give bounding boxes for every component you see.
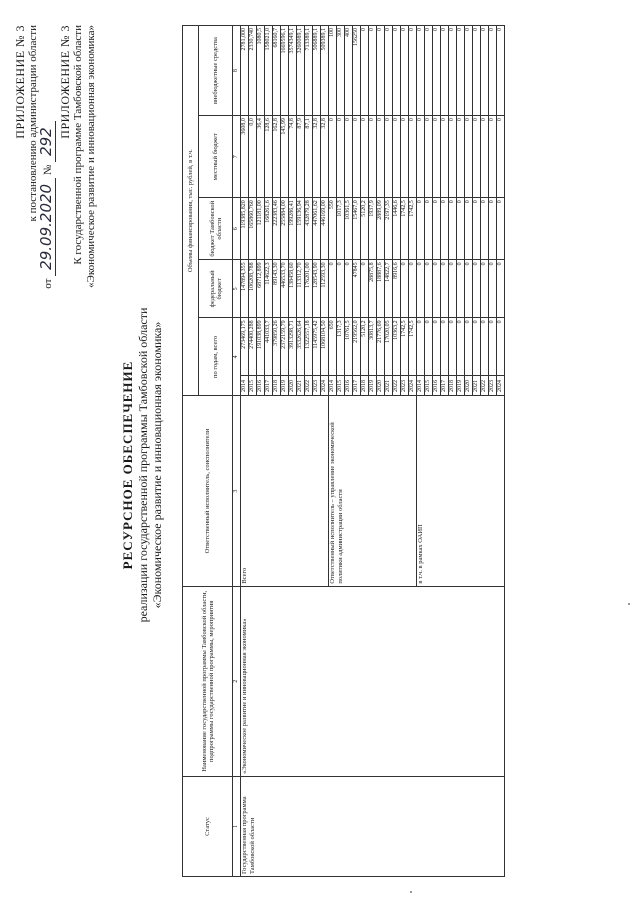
extra-cell: 509389,1 [321,26,329,116]
federal-cell: 147894,355 [241,260,249,318]
col-index: 1 [233,776,241,876]
col-index: 6 [233,198,241,260]
status-cell: Государственная программа Тамбовской области [241,776,505,876]
year-cell: 2020 [465,376,473,396]
col-header-local: местный бюджет [199,116,233,198]
extra-cell: 158021,0 [265,26,273,116]
year-cell: 2024 [497,376,505,396]
executor-cell: в т.ч. в рамках ОАИП [417,396,505,586]
extra-cell: 3260089,1 [297,26,305,116]
col-index: 8 [233,26,241,116]
total-cell: 191038,899 [257,318,265,376]
extra-cell: 1669596,1 [281,26,289,116]
total-cell: 1742,5 [409,318,417,376]
year-cell: 2019 [369,376,377,396]
resolution-date-line [37,25,55,385]
regional-cell: 10361,5 [345,198,353,260]
extra-cell: 0 [465,26,473,116]
regional-cell: 0 [497,198,505,260]
total-cell: 3913298,71 [289,318,297,376]
regional-cell: 447061,62 [313,198,321,260]
total-cell: 2372159,79 [281,318,289,376]
federal-cell: 89143,30 [273,260,281,318]
col-header-executor: Ответственный исполнитель, соисполнители [183,396,233,586]
year-cell: 2022 [305,376,313,396]
extra-cell: 0 [489,26,497,116]
resolution-reference: к постановлению администрации области [27,25,39,222]
extra-cell: 713389,1 [305,26,313,116]
federal-cell: 176201,00 [305,260,313,318]
federal-cell: 0 [345,260,353,318]
program-appendix-title: ПРИЛОЖЕНИЕ № 3 [58,25,72,139]
table-body [241,26,505,877]
year-cell: 2022 [481,376,489,396]
federal-cell: 0 [441,260,449,318]
regional-cell: 550 [329,198,337,260]
local-cell: 0 [465,116,473,198]
federal-cell: 0 [457,260,465,318]
extra-cell: 0 [401,26,409,116]
regional-cell: 0 [425,198,433,260]
year-cell: 2017 [265,376,273,396]
local-cell: 128,6 [265,116,273,198]
year-cell: 2020 [377,376,385,396]
local-cell: 0 [433,116,441,198]
federal-cell: 138458,60 [289,260,297,318]
local-cell: 0,0 [249,116,257,198]
regional-cell: 0 [433,198,441,260]
total-cell: 21776,69 [377,318,385,376]
total-cell: 0 [465,318,473,376]
table-row [241,26,249,877]
col-header-status: Статус [183,776,233,876]
local-cell: 0 [481,116,489,198]
col-index: 7 [233,116,241,198]
federal-cell: 0 [409,260,417,318]
total-cell: 10363,2 [393,318,401,376]
total-cell: 3532626,64 [297,318,305,376]
regional-cell: 119385,820 [241,198,249,260]
local-cell: 0 [449,116,457,198]
regional-cell: 0 [457,198,465,260]
federal-cell: 0 [489,260,497,318]
appendix-header [14,25,98,385]
total-cell: 0 [497,318,505,376]
year-cell: 2021 [297,376,305,396]
federal-cell: 128543,90 [313,260,321,318]
appendix-title: ПРИЛОЖЕНИЕ № 3 [13,25,27,139]
federal-cell: 106208,788 [249,260,257,318]
federal-cell: 0 [481,260,489,318]
year-cell: 2023 [489,376,497,396]
extra-cell: 0 [481,26,489,116]
program-reference: К государственной программе Тамбовской области [72,25,84,265]
federal-cell: 0 [337,260,345,318]
total-cell: 441033,7 [265,318,273,376]
regional-cell: 199286,41 [289,198,297,260]
local-cell: 3608,0 [241,116,249,198]
col-header-by-years: по годам, всего [199,318,233,396]
total-cell: 274400,288 [249,318,257,376]
total-cell: 0 [481,318,489,376]
extra-cell: 0 [377,26,385,116]
scan-speck [628,603,630,605]
local-cell: 87,1 [305,116,313,198]
date-prefix: от [42,278,54,289]
regional-cell: 446169,00 [321,198,329,260]
col-header-funding: Объемы финансирования, тыс. рублей, в т.ч. [183,26,199,396]
total-cell: 0 [449,318,457,376]
total-cell: 1145975,42 [313,318,321,376]
executor-cell: Ответственный исполнитель – управление экономической политики администрации области [329,396,417,586]
extra-cell: 2781,000 [241,26,249,116]
year-cell: 2014 [329,376,337,396]
extra-cell: 506889,1 [313,26,321,116]
extra-cell: 0 [417,26,425,116]
col-index: 5 [233,260,241,318]
year-cell: 2018 [449,376,457,396]
regional-cell: 1446,6 [393,198,401,260]
total-cell: 30813,7 [369,318,377,376]
total-cell: 0 [417,318,425,376]
regional-cell: 121181,00 [257,198,265,260]
extra-cell: 0 [369,26,377,116]
regional-cell: 0 [417,198,425,260]
local-cell: 0 [361,116,369,198]
regional-cell: 1017,3 [337,198,345,260]
local-cell: 0 [489,116,497,198]
year-cell: 2017 [441,376,449,396]
col-header-regional: бюджет Тамбовской области [199,198,233,260]
regional-cell: 0 [465,198,473,260]
local-cell: 0 [417,116,425,198]
year-cell: 2019 [281,376,289,396]
regional-cell: 165860,760 [249,198,257,260]
extra-cell: 156250 [353,26,361,116]
extra-cell: 68160,7 [273,26,281,116]
local-cell: 0 [425,116,433,198]
total-cell: 379850,26 [273,318,281,376]
col-header-extra: внебюджетные средства [199,26,233,116]
resource-table [182,25,505,877]
federal-cell: 0 [433,260,441,318]
extra-cell: 0 [473,26,481,116]
extra-cell: 0 [409,26,417,116]
federal-cell: 446533,70 [281,260,289,318]
regional-cell: 0 [441,198,449,260]
program-name-cell: «Экономическое развитие и инновационная экономика» [241,586,505,776]
col-index: 3 [233,396,241,586]
federal-cell: 18887,6 [377,260,385,318]
year-cell: 2015 [337,376,345,396]
extra-cell: 0 [497,26,505,116]
federal-cell: 112593,30 [321,260,329,318]
local-cell: 0 [409,116,417,198]
year-cell: 2016 [257,376,265,396]
local-cell: 0 [401,116,409,198]
year-cell: 2014 [241,376,249,396]
federal-cell: 0 [401,260,409,318]
extra-cell: 3574349,1 [289,26,297,116]
executor-cell: Всего [241,396,329,586]
extra-cell: 1080,5 [257,26,265,116]
total-cell: 219562,0 [353,318,361,376]
regional-cell: 0 [449,198,457,260]
local-cell: 0 [393,116,401,198]
total-cell: 0 [441,318,449,376]
regional-cell: 0 [481,198,489,260]
total-cell: 10761,5 [345,318,353,376]
local-cell: 0 [353,116,361,198]
federal-cell: 0 [329,260,337,318]
regional-cell: 255884,00 [281,198,289,260]
regional-cell: 15467,0 [353,198,361,260]
extra-cell: 0 [361,26,369,116]
extra-cell: 2330,740 [249,26,257,116]
year-cell: 2023 [401,376,409,396]
total-cell: 273469,175 [241,318,249,376]
year-cell: 2020 [289,376,297,396]
federal-cell: 0 [425,260,433,318]
federal-cell: 0 [497,260,505,318]
federal-cell: 0 [361,260,369,318]
col-header-name: Наименование государственной программы Тамбовской области, подпрограммы государственной программы, мероприятия [183,586,233,776]
year-cell: 2017 [353,376,361,396]
year-cell: 2019 [457,376,465,396]
federal-cell: 14822,7 [385,260,393,318]
regional-cell: 1937,9 [369,198,377,260]
local-cell: 87,9 [297,116,305,198]
extra-cell: 0 [449,26,457,116]
regional-cell: 0 [489,198,497,260]
local-cell: 0 [329,116,337,198]
local-cell: 0 [457,116,465,198]
number-prefix: № [42,164,54,176]
year-cell: 2021 [473,376,481,396]
local-cell: 0 [497,116,505,198]
total-cell: 1317,3 [337,318,345,376]
col-index: 2 [233,586,241,776]
year-cell: 2018 [361,376,369,396]
regional-cell: 2889,09 [377,198,385,260]
title-line-3: «Экономическое развитие и инновационная экономика» [150,321,164,609]
extra-cell: 0 [457,26,465,116]
total-cell: 650 [329,318,337,376]
total-cell: 0 [457,318,465,376]
title-line-1: РЕСУРСНОЕ ОБЕСПЕЧЕНИЕ [120,360,135,570]
regional-cell: 159136,94 [297,198,305,260]
year-cell: 2014 [417,376,425,396]
regional-cell: 0 [473,198,481,260]
column-index-row [233,26,241,877]
regional-cell: 222383,46 [273,198,281,260]
year-cell: 2022 [393,376,401,396]
extra-cell: 0 [385,26,393,116]
federal-cell: 0 [473,260,481,318]
local-cell: 74,8 [289,116,297,198]
federal-cell: 114622,3 [265,260,273,318]
year-cell: 2016 [345,376,353,396]
local-cell: 0 [369,116,377,198]
federal-cell: 47845 [353,260,361,318]
total-cell: 0 [425,318,433,376]
col-index: 4 [233,318,241,396]
year-cell: 2018 [273,376,281,396]
local-cell: 162,8 [273,116,281,198]
regional-cell: 168261,6 [265,198,273,260]
local-cell: 0 [377,116,385,198]
total-cell: 1322557,18 [305,318,313,376]
resolution-number: 292 [37,121,56,162]
local-cell: 32,8 [321,116,329,198]
extra-cell: 0 [393,26,401,116]
extra-cell: 300 [337,26,345,116]
local-cell: 145,99 [281,116,289,198]
year-cell: 2024 [409,376,417,396]
scan-speck [410,891,412,893]
year-cell: 2024 [321,376,329,396]
federal-cell: 28875,8 [369,260,377,318]
regional-cell: 5120,2 [361,198,369,260]
total-cell: 0 [489,318,497,376]
total-cell: 1068104,50 [321,318,329,376]
local-cell: 0 [385,116,393,198]
extra-cell: 0 [425,26,433,116]
local-cell: 0 [473,116,481,198]
local-cell: 0 [337,116,345,198]
total-cell: 17020,05 [385,318,393,376]
federal-cell: 0 [417,260,425,318]
regional-cell: 2197,35 [385,198,393,260]
year-cell: 2015 [249,376,257,396]
year-cell: 2023 [313,376,321,396]
total-cell: 5120,2 [361,318,369,376]
extra-cell: 0 [441,26,449,116]
year-cell: 2015 [425,376,433,396]
total-cell: 1742,5 [401,318,409,376]
federal-cell: 68712,899 [257,260,265,318]
total-cell: 0 [433,318,441,376]
regional-cell: 432879,28 [305,198,313,260]
resolution-date: 29.09.2020 [37,178,56,276]
local-cell: 36,4 [257,116,265,198]
federal-cell: 113312,70 [297,260,305,318]
year-cell: 2016 [433,376,441,396]
year-cell: 2021 [385,376,393,396]
extra-cell: 400 [345,26,353,116]
extra-cell: 0 [433,26,441,116]
local-cell: 0 [441,116,449,198]
federal-cell: 0 [465,260,473,318]
local-cell: 32,8 [313,116,321,198]
federal-cell: 0 [449,260,457,318]
regional-cell: 1742,5 [409,198,417,260]
document-title [120,145,164,785]
regional-cell: 1742,5 [401,198,409,260]
program-name: «Экономическое развитие и инновационная экономика» [85,25,97,288]
federal-cell: 8916,6 [393,260,401,318]
extra-cell: 100 [329,26,337,116]
total-cell: 0 [473,318,481,376]
col-header-federal: федеральный бюджет [199,260,233,318]
local-cell: 0 [345,116,353,198]
title-line-2: реализации государственной программы Тамбовской области [136,307,150,623]
